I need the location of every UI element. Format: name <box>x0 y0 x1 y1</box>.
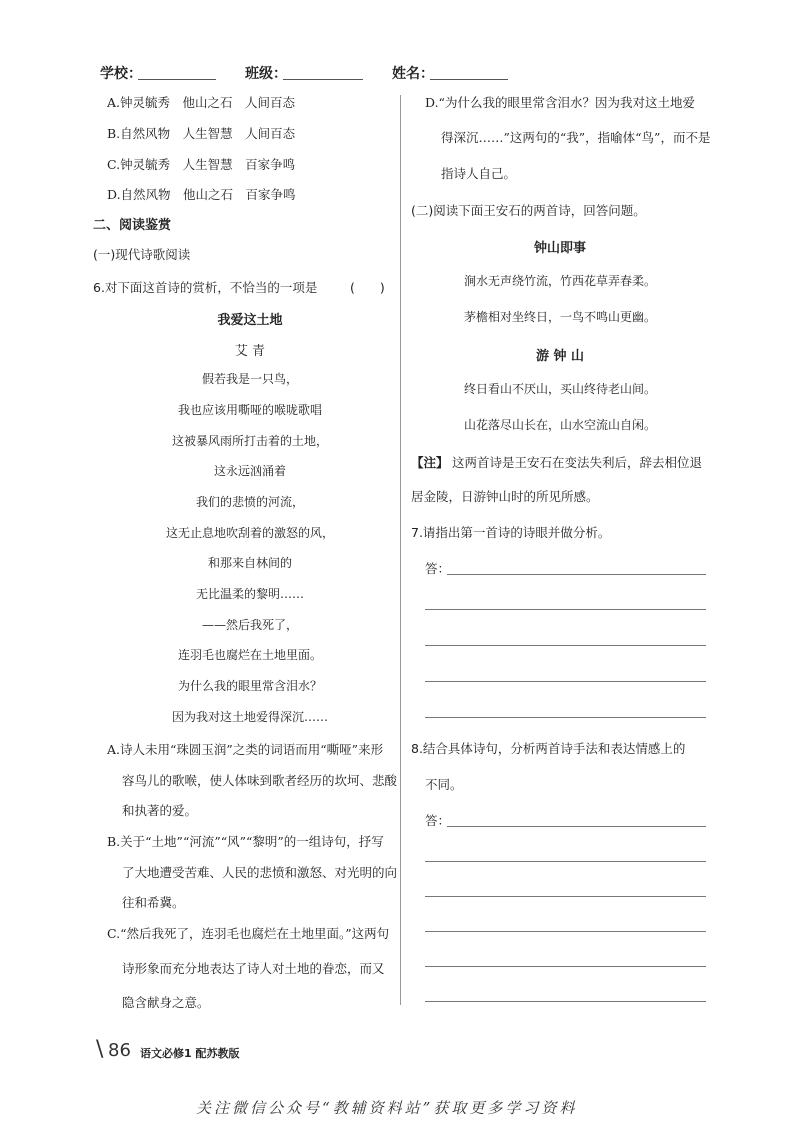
q7-answer-line[interactable] <box>425 681 706 682</box>
poem1-title: 我爱这土地 <box>217 313 283 328</box>
q8-answer-label: 答： <box>425 813 451 828</box>
name-label: 姓名： <box>392 66 434 82</box>
q8-answer-line[interactable] <box>425 896 706 897</box>
q6-option-b-line: B.关于“土地”“河流”“风”“黎明”的一组诗句，抒写 <box>107 834 384 849</box>
poem1-line: 这永远汹涌着 <box>213 464 286 478</box>
poem1-line: 我们的悲愤的河流， <box>195 495 304 509</box>
poem1-line: 假若我是一只鸟， <box>201 372 298 386</box>
school-field[interactable] <box>138 79 216 80</box>
poem1-line: 这被暴风雨所打击着的土地， <box>171 434 328 448</box>
subsection-classical-poetry: (二)阅读下面王安石的两首诗，回答问题。 <box>411 203 646 218</box>
q8-stem: 8.结合具体诗句，分析两首诗手法和表达情感上的 <box>411 741 686 756</box>
poem1-line: 为什么我的眼里常含泪水？ <box>177 679 322 693</box>
q8-answer-line[interactable] <box>425 861 706 862</box>
footer-slash: \ <box>96 1037 104 1062</box>
q6-option-b-line: 了大地遭受苦难、人民的悲愤和激怒、对光明的向 <box>122 865 398 880</box>
poem1-line: 这无止息地吹刮着的激怒的风， <box>165 526 334 540</box>
page-number: 86 <box>108 1040 131 1061</box>
q5-option-c: C.钟灵毓秀 人生智慧 百家争鸣 <box>107 157 296 172</box>
q8-answer-line[interactable] <box>425 966 706 967</box>
q6-option-d-line: 指诗人自己。 <box>441 166 517 181</box>
poem3-line: 山花落尽山长在，山水空流山自闲。 <box>463 418 656 432</box>
q8-stem-cont: 不同。 <box>425 777 463 792</box>
school-label: 学校： <box>100 66 142 82</box>
q8-answer-line[interactable] <box>425 931 706 932</box>
section-title: 二、阅读鉴赏 <box>93 218 172 233</box>
promo-banner: 关注微信公众号“教辅资料站”获取更多学习资料 <box>196 1099 578 1117</box>
q7-stem: 7.请指出第一首诗的诗眼并做分析。 <box>411 525 611 540</box>
q6-option-a-line: 和执著的爱。 <box>122 803 198 818</box>
q6-option-c-line: 隐含献身之意。 <box>122 995 210 1010</box>
q6-option-c-line: 诗形象而充分地表达了诗人对土地的眷恋，而又 <box>122 961 385 976</box>
q6-option-c-line: C.“然后我死了，连羽毛也腐烂在土地里面。”这两句 <box>107 926 390 941</box>
edition-label: 语文必修1 配苏教版 <box>140 1047 240 1060</box>
q5-option-d: D.自然风物 他山之石 百家争鸣 <box>107 187 296 202</box>
q5-option-a: A.钟灵毓秀 他山之石 人间百态 <box>107 95 296 110</box>
q7-answer-line[interactable] <box>425 645 706 646</box>
q6-option-a-line: A.诗人未用“珠圆玉润”之类的词语而用“嘶哑”来形 <box>107 742 384 757</box>
poem2-title: 钟山即事 <box>533 241 586 256</box>
note-text: 这两首诗是王安石在变法失利后，辞去相位退 <box>452 455 703 470</box>
poem3-title: 游 钟 山 <box>535 349 585 364</box>
q6-answer-paren[interactable]: ( ) <box>350 280 385 295</box>
note-tag: 【注】 <box>411 455 449 470</box>
q6-stem: 6.对下面这首诗的赏析，不恰当的一项是 <box>93 280 318 295</box>
subsection-modern-poetry: (一)现代诗歌阅读 <box>93 247 191 262</box>
class-label: 班级： <box>245 66 287 82</box>
q8-answer-line[interactable] <box>425 1001 706 1002</box>
q7-answer-line[interactable] <box>425 609 706 610</box>
poem1-line: 我也应该用嘶哑的喉咙歌唱 <box>177 403 322 417</box>
q6-option-d-line: 得深沉……”这两句的“我”，指喻体“鸟”，而不是 <box>441 130 711 145</box>
name-field[interactable] <box>430 79 508 80</box>
q7-answer-label: 答： <box>425 561 451 576</box>
q7-answer-line[interactable] <box>425 717 706 718</box>
poem1-line: 连羽毛也腐烂在土地里面。 <box>177 648 322 662</box>
q6-option-d-line: D.“为什么我的眼里常含泪水？因为我对这土地爱 <box>425 95 695 110</box>
poem2-line: 茅檐相对坐终日，一鸟不鸣山更幽。 <box>463 310 656 324</box>
poem1-line: 无比温柔的黎明…… <box>195 587 304 601</box>
poem3-line: 终日看山不厌山，买山终待老山间。 <box>463 382 656 396</box>
q5-option-b: B.自然风物 人生智慧 人间百态 <box>107 126 296 141</box>
q7-answer-line[interactable] <box>447 574 706 575</box>
poem1-author: 艾 青 <box>234 344 266 359</box>
note-text: 居金陵，日游钟山时的所见所感。 <box>411 489 599 504</box>
q8-answer-line[interactable] <box>447 826 706 827</box>
poem1-line: ——然后我死了， <box>201 618 298 632</box>
poem2-line: 涧水无声绕竹流，竹西花草弄春柔。 <box>463 274 656 288</box>
q6-option-b-line: 往和希冀。 <box>122 895 185 910</box>
q6-option-a-line: 容鸟儿的歌喉，使人体味到歌者经历的坎坷、悲酸 <box>122 773 398 788</box>
poem1-line: 和那来自林间的 <box>207 556 292 570</box>
poem1-line: 因为我对这土地爱得深沉…… <box>171 710 328 724</box>
column-divider <box>400 95 401 1005</box>
class-field[interactable] <box>283 79 363 80</box>
